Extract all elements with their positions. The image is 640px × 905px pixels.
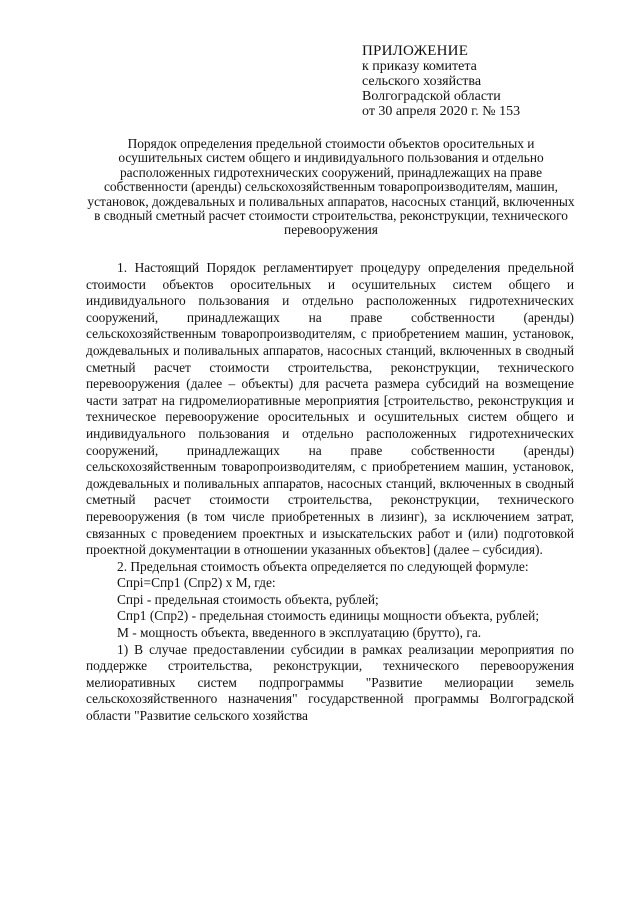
appendix-line: сельского хозяйства [362,74,482,89]
formula-definition: Cпрi - предельная стоимость объекта, рублей; [117,591,379,607]
appendix-line: к приказу комитета [362,59,477,74]
document-body [86,260,574,725]
appendix-heading: ПРИЛОЖЕНИЕ [362,43,469,59]
appendix-block [362,44,520,119]
paragraph: 2. Предельная стоимость объекта определяется по следующей формуле: [117,558,529,574]
formula-definition: Cпр1 (Cпр2) - предельная стоимость единицы мощности объекта, рублей; [117,608,540,624]
appendix-line: от 30 апреля 2020 г. № 153 [362,104,521,119]
formula-definition: M - мощность объекта, введенного в эксплуатацию (брутто), га. [117,625,482,641]
document-title: Порядок определения предельной стоимости объектов оросительных и осушительных систем общего и индивидуального пользования и отдельно расположенных гидротехнических сооружений, принадлежащих на праве собственности (аренды) сельскохозяйственным товаропроизводителям, машин, установок, дождевальных и поливальных аппаратов, насосных станций, включенных в сводный сметный расчет стоимости строительства, реконструкции, технического перевооружения [87,136,575,238]
appendix-line: Волгоградской области [362,89,501,104]
paragraph: 1) В случае предоставлении субсидии в рамках реализации мероприятия по поддержке строительства, реконструкции, технического перевооружения мелиоративных систем подпрограммы "Развитие мелиорации земель сельскохозяйственного назначения" государственной программы Волгоградской области "Развитие сельского хозяйства [86,641,574,724]
formula: Cпрi=Cпр1 (Cпр2) x M, где: [117,575,276,591]
paragraph: 1. Настоящий Порядок регламентирует процедуру определения предельной стоимости объектов оросительных и осушительных систем общего и индивидуального пользования и отдельно расположенных гидротехнических сооружений, принадлежащих на праве собственности (аренды) сельскохозяйственным товаропроизводителям, с приобретением машин, установок, дождевальных и поливальных аппаратов, насосных станций, включенных в сводный сметный расчет стоимости строительства, реконструкции, технического перевооружения (далее – объекты) для расчета размера субсидий на возмещение части затрат на гидромелиоративные мероприятия [строительство, реконструкция и техническое перевооружение оросительных и осушительных систем общего и индивидуального пользования и отдельно расположенных гидротехнических сооружений, принадлежащих на праве собственности (аренды) сельскохозяйственным товаропроизводителям, с приобретением машин, установок, дождевальных и поливальных аппаратов, насосных станций, включенных в сводный сметный расчет стоимости строительства, реконструкции, технического перевооружения (в том числе приобретенных в лизинг), за исключением затрат, связанных с проведением проектных и изыскательских работ и (или) подготовкой проектной документации в отношении указанных объектов] (далее – субсидия). [86,260,574,558]
